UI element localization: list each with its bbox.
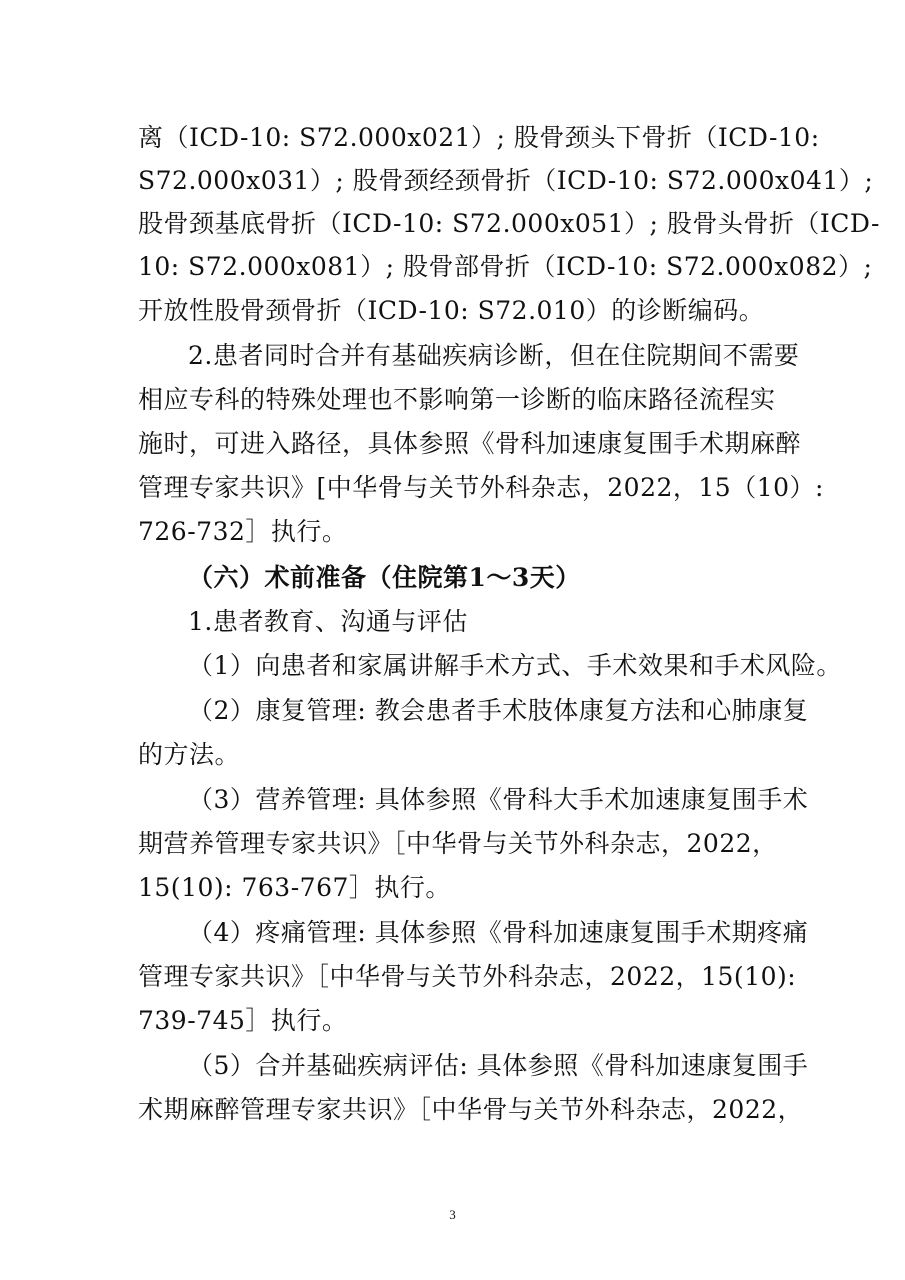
- text-line: 股骨颈基底骨折（ICD-10: S72.000x051）; 股骨头骨折（ICD-: [138, 209, 880, 238]
- text-line: （3）营养管理: 具体参照《骨科大手术加速康复围手术: [188, 785, 809, 814]
- text-line: 管理专家共识》[中华骨与关节外科杂志，2022，15（10）:: [138, 473, 824, 502]
- page-number: 3: [449, 1207, 456, 1222]
- text-line: 管理专家共识》［中华骨与关节外科杂志，2022，15(10):: [138, 962, 797, 991]
- text-line: 期营养管理专家共识》［中华骨与关节外科杂志，2022，: [138, 829, 778, 858]
- text-line: （5）合并基础疾病评估: 具体参照《骨科加速康复围手: [188, 1051, 809, 1080]
- text-line: 的方法。: [138, 740, 241, 769]
- text-line: S72.000x031）; 股骨颈经颈骨折（ICD-10: S72.000x041）;: [138, 166, 874, 195]
- text-line: 离（ICD-10: S72.000x021）; 股骨颈头下骨折（ICD-10:: [138, 123, 820, 152]
- text-line: （1）向患者和家属讲解手术方式、手术效果和手术风险。: [188, 651, 842, 680]
- text-line: 开放性股骨颈骨折（ICD-10: S72.010）的诊断编码。: [138, 296, 765, 325]
- text-line: 726-732］执行。: [138, 517, 348, 546]
- text-line: 2.患者同时合并有基础疾病诊断，但在住院期间不需要: [188, 341, 800, 370]
- text-line: 15(10): 763-767］执行。: [138, 873, 451, 902]
- text-line: 术期麻醉管理专家共识》［中华骨与关节外科杂志，2022，: [138, 1095, 804, 1124]
- text-line: （4）疼痛管理: 具体参照《骨科加速康复围手术期疼痛: [188, 918, 809, 947]
- text-line: 739-745］执行。: [138, 1006, 348, 1035]
- section-heading: （六）术前准备（住院第1～3天）: [188, 563, 581, 592]
- text-line: 施时，可进入路径，具体参照《骨科加速康复围手术期麻醉: [138, 429, 802, 458]
- text-line: （2）康复管理: 教会患者手术肢体康复方法和心肺康复: [188, 696, 809, 725]
- text-line: 1.患者教育、沟通与评估: [188, 607, 468, 636]
- text-line: 10: S72.000x081）; 股骨部骨折（ICD-10: S72.000x082）;: [138, 252, 873, 281]
- text-line: 相应专科的特殊处理也不影响第一诊断的临床路径流程实: [138, 385, 776, 414]
